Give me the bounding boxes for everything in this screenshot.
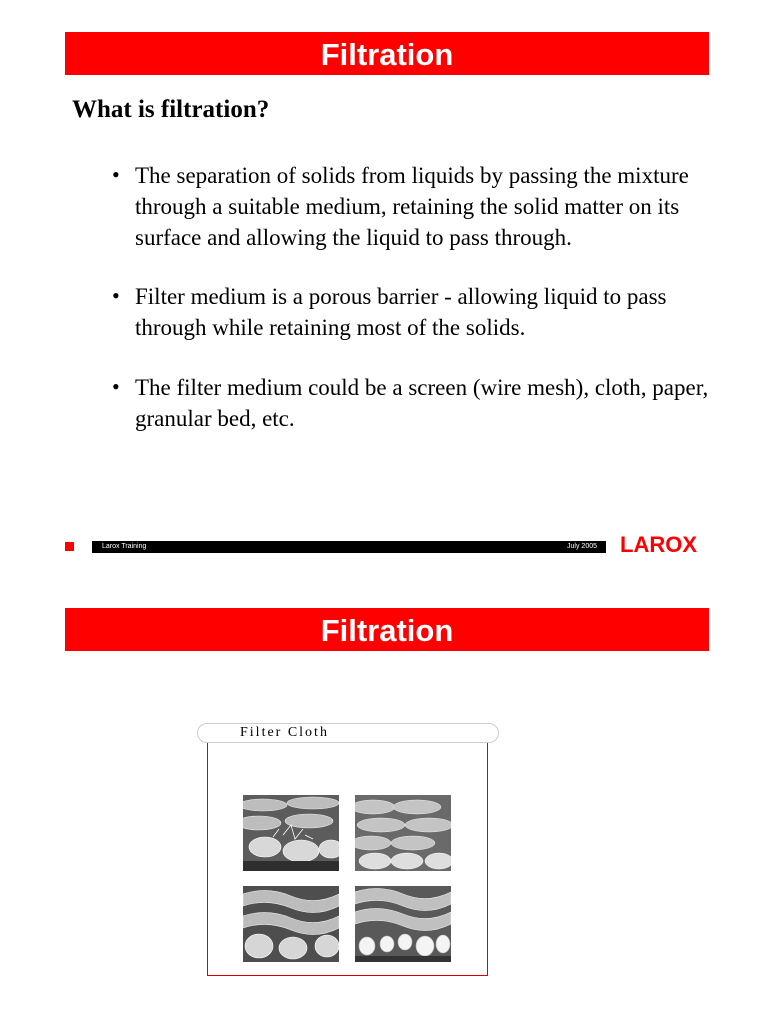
filter-cloth-photo-4 [355, 886, 451, 962]
footer-marker [65, 542, 74, 551]
bullet-item: • Filter medium is a porous barrier - allowing liquid to pass through while retaining most of the solids. [112, 281, 712, 343]
filter-cloth-photo-2 [355, 795, 451, 871]
slide-2-title: Filtration [65, 608, 709, 651]
larox-logo: LAROX [620, 532, 697, 557]
filter-cloth-photo-3 [243, 886, 339, 962]
footer-date: July 2005 [567, 543, 597, 550]
bullet-item: • The filter medium could be a screen (wire mesh), cloth, paper, granular bed, etc. [112, 372, 712, 434]
filter-cloth-photo-1 [243, 795, 339, 871]
slide-1-title: Filtration [65, 32, 709, 75]
figure-label [197, 723, 499, 743]
slide-1-heading: What is filtration? [72, 96, 270, 123]
footer-bar [92, 541, 606, 553]
figure-label-text: Filter Cloth [240, 725, 329, 740]
bullet-list [112, 160, 712, 434]
footer-left-text: Larox Training [102, 543, 147, 550]
bullet-item: • The separation of solids from liquids by passing the mixture through a suitable medium, retaining the solid matter on its surface and allowing the liquid to pass through. [112, 160, 712, 253]
